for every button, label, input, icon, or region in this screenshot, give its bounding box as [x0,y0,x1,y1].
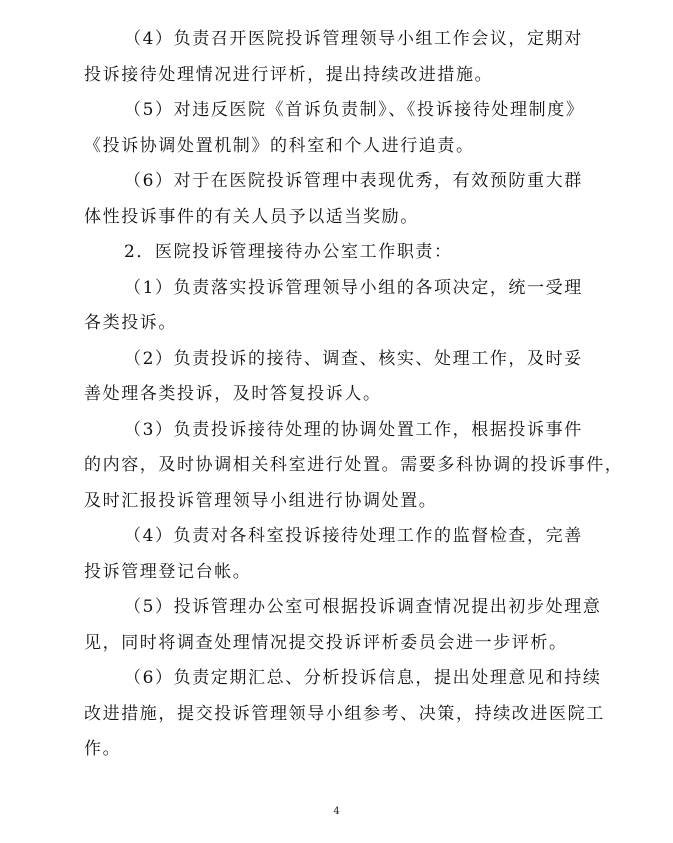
paragraph-line: 《投诉协调处置机制》的科室和个人进行追责。 [84,135,475,156]
section-heading-line: 2．医院投诉管理接待办公室工作职责： [124,242,453,262]
paragraph-line: 的内容，及时协调相关科室进行处置。需要多科协调的投诉事件， [84,455,624,475]
paragraph-line: 善处理各类投诉，及时答复投诉人。 [84,384,382,404]
paragraph-line: （1）负责落实投诉管理领导小组的各项决定，统一受理 [124,277,583,298]
paragraph-line: 及时汇报投诉管理领导小组进行协调处置。 [84,490,438,511]
document-body [84,22,624,768]
paragraph-duty-6-analyze [84,661,605,768]
paragraph-line: （3）负责投诉接待处理的协调处置工作，根据投诉事件 [124,419,583,440]
paragraph-line: 体性投诉事件的有关人员予以适当奖励。 [84,206,419,227]
paragraph-line: （4）负责召开医院投诉管理领导小组工作会议，定期对 [124,29,583,49]
paragraph-line: 投诉接待处理情况进行评析，提出持续改进措施。 [84,64,494,85]
paragraph-line: （6）负责定期汇总、分析投诉信息，提出处理意见和持续 [124,668,602,688]
paragraph-line: 见，同时将调查处理情况提交投诉评析委员会进一步评析。 [84,632,568,653]
paragraph-line: （4）负责对各科室投诉接待处理工作的监督检查，完善 [124,526,583,546]
paragraph-duty-5-preliminary [84,590,602,661]
paragraph-line: 投诉管理登记台帐。 [84,561,252,582]
paragraph-duty-3-coordinate [84,413,624,520]
paragraph-line: 各类投诉。 [84,313,177,333]
paragraph-line: （5）投诉管理办公室可根据投诉调查情况提出初步处理意 [124,597,602,617]
paragraph-line: 作。 [84,739,122,759]
paragraph-line: 改进措施，提交投诉管理领导小组参考、决策，持续改进医院工 [84,703,605,724]
paragraph-duty-4-supervise [84,519,589,590]
section-heading-office-duties [84,235,589,271]
paragraph-item-4-meeting [84,22,589,93]
paragraph-line: （2）负责投诉的接待、调查、核实、处理工作，及时妥 [124,348,583,369]
paragraph-line: （6）对于在医院投诉管理中表现优秀，有效预防重大群 [124,171,583,191]
paragraph-duty-2-handle [84,342,589,413]
paragraph-line: （5）对违反医院《首诉负责制》、《投诉接待处理制度》 [124,100,585,120]
paragraph-item-5-accountability [84,93,589,164]
paragraph-item-6-rewards [84,164,589,235]
paragraph-duty-1-implement [84,271,589,342]
page-number: 4 [333,806,340,817]
